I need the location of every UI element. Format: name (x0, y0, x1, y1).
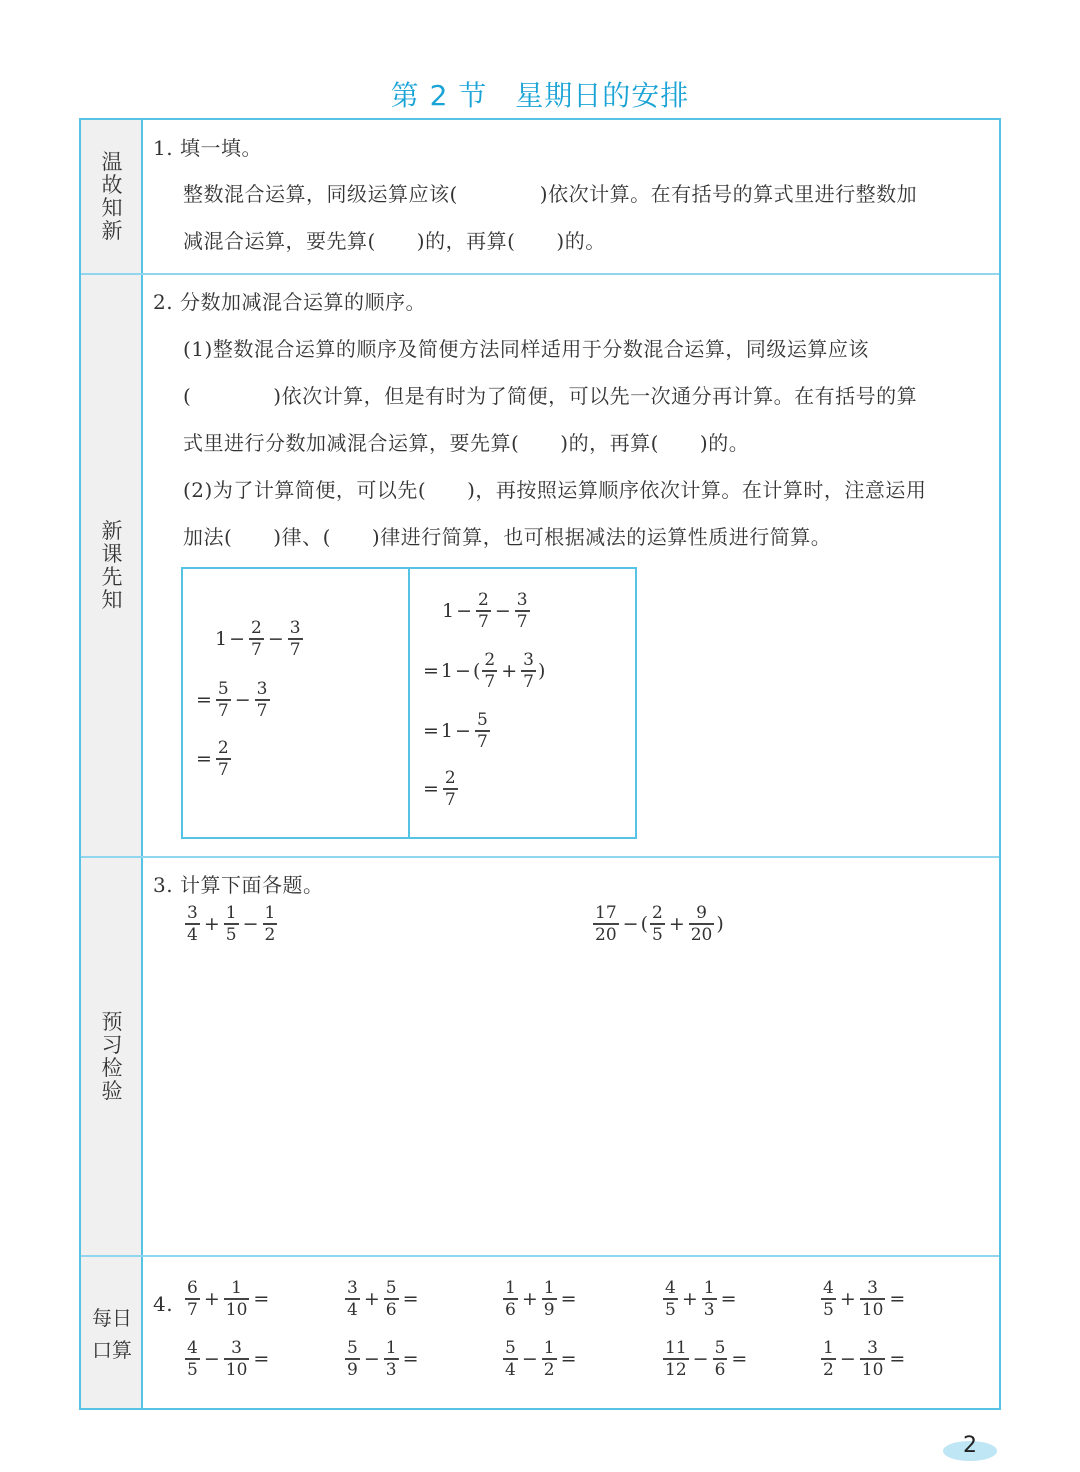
section-label-preview: 预 习 检 验 (101, 1009, 123, 1103)
operator: + (839, 1288, 856, 1311)
q3-title: 3. 计算下面各题。 (153, 873, 324, 897)
equals-sign: = (560, 1348, 577, 1371)
fraction: $\frac{3}{7}$ (516, 590, 528, 632)
page-title (0, 74, 1080, 114)
example1-step3: = $\frac{2}{7}$ (196, 738, 229, 780)
page-number: 2 (963, 1433, 977, 1458)
fraction: $\frac{1}{5}$ (225, 903, 237, 945)
equals-sign: = (402, 1288, 419, 1311)
q4-item (661, 1340, 749, 1379)
fraction: $\frac{4}{5}$ (187, 1338, 198, 1380)
operator: − (521, 1348, 538, 1371)
fraction: $\frac{3}{10}$ (861, 1338, 884, 1380)
operator: + (521, 1288, 538, 1311)
fraction: $\frac{5}{4}$ (505, 1338, 516, 1380)
q4-item (183, 1340, 271, 1379)
section-title: 星期日的安排 (515, 79, 690, 112)
equals-sign: = (889, 1348, 906, 1371)
q2-paragraph-line: (2)为了计算简便，可以先( )，再按照运算顺序依次计算。在计算时，注意运用 (183, 478, 927, 502)
fraction: $\frac{3}{7}$ (256, 679, 268, 721)
fraction: $\frac{2}{7}$ (444, 768, 456, 810)
equals-sign: = (253, 1288, 270, 1311)
q3-expression-1: $\frac{3}{4}$ + $\frac{1}{5}$ − $\frac{1}{2}$ (187, 903, 276, 945)
q3-expression-2: $\frac{17}{20}$ − ( $\frac{2}{5}$ + $\frac{9}{20}$ ) (595, 903, 724, 945)
q4-item (819, 1280, 907, 1319)
q4-item (501, 1340, 579, 1379)
fraction: $\frac{6}{7}$ (187, 1278, 198, 1320)
example2-step2: = 1 − ( $\frac{2}{7}$ + $\frac{3}{7}$ ) (423, 650, 546, 692)
operator: − (363, 1348, 380, 1371)
q4-number: 4. (153, 1292, 174, 1316)
page-number-badge (943, 1433, 997, 1463)
section-number: 第 2 节 (390, 79, 488, 112)
fraction: $\frac{1}{9}$ (543, 1278, 555, 1320)
section-label-daily: 每日 口算 (92, 1305, 132, 1362)
operator: + (681, 1288, 698, 1311)
fraction: $\frac{3}{10}$ (861, 1278, 884, 1320)
fraction: $\frac{4}{5}$ (823, 1278, 834, 1320)
fraction: $\frac{3}{7}$ (289, 618, 301, 660)
example1-step1: 1 − $\frac{2}{7}$ − $\frac{3}{7}$ (215, 618, 301, 660)
q2-paragraph-line: (1)整数混合运算的顺序及简便方法同样适用于分数混合运算，同级运算应该 (183, 337, 869, 361)
fraction: $\frac{5}{9}$ (347, 1338, 358, 1380)
fraction: $\frac{5}{6}$ (385, 1278, 397, 1320)
section-label-review: 温 故 知 新 (101, 149, 123, 243)
fraction: $\frac{3}{4}$ (347, 1278, 358, 1320)
fraction: $\frac{2}{5}$ (651, 903, 663, 945)
fraction: $\frac{1}{2}$ (543, 1338, 555, 1380)
fraction: $\frac{5}{6}$ (714, 1338, 726, 1380)
fraction: $\frac{3}{10}$ (225, 1338, 248, 1380)
equals-sign: = (560, 1288, 577, 1311)
operator: − (839, 1348, 856, 1371)
q2-paragraph-line: ( )依次计算，但是有时为了简便，可以先一次通分再计算。在有括号的算 (183, 384, 918, 408)
equals-sign: = (253, 1348, 270, 1371)
fraction: $\frac{3}{7}$ (523, 650, 534, 692)
example2-step3: = 1 − $\frac{5}{7}$ (423, 710, 488, 752)
equals-sign: = (720, 1288, 737, 1311)
fraction: $\frac{4}{5}$ (665, 1278, 676, 1320)
fraction: $\frac{5}{7}$ (476, 710, 488, 752)
q1-line: 整数混合运算，同级运算应该( )依次计算。在有括号的算式里进行整数加 (183, 182, 918, 206)
fraction: $\frac{9}{20}$ (690, 903, 713, 945)
q2-paragraph-line: 式里进行分数加减混合运算，要先算( )的，再算( )的。 (183, 431, 750, 455)
example2-step1: 1 − $\frac{2}{7}$ − $\frac{3}{7}$ (442, 590, 528, 632)
q4-item (183, 1280, 271, 1319)
q1-title: 1. 填一填。 (153, 136, 262, 160)
q4-item (343, 1280, 421, 1319)
equals-sign: = (731, 1348, 748, 1371)
q2-paragraph-line: 加法( )律、( )律进行简算，也可根据减法的运算性质进行简算。 (183, 525, 832, 549)
fraction: $\frac{5}{7}$ (217, 679, 229, 721)
fraction: $\frac{2}{7}$ (251, 618, 262, 660)
fraction: $\frac{2}{7}$ (478, 590, 489, 632)
operator: − (692, 1348, 709, 1371)
equals-sign: = (889, 1288, 906, 1311)
q1-line: 减混合运算，要先算( )的，再算( )的。 (183, 229, 606, 253)
operator: − (203, 1348, 220, 1371)
example1-step2: = $\frac{5}{7}$ − $\frac{3}{7}$ (196, 679, 268, 721)
fraction: $\frac{1}{3}$ (385, 1338, 397, 1380)
fraction: $\frac{1}{10}$ (225, 1278, 248, 1320)
q4-item (819, 1340, 907, 1379)
fraction: $\frac{17}{20}$ (595, 903, 617, 945)
q2-title: 2. 分数加减混合运算的顺序。 (153, 290, 426, 314)
operator: + (203, 1288, 220, 1311)
section-divider (81, 856, 999, 858)
example2-step4: = $\frac{2}{7}$ (423, 768, 456, 810)
fraction: $\frac{11}{12}$ (665, 1338, 687, 1380)
section-label-new-lesson: 新 课 先 知 (101, 518, 123, 612)
q4-item (343, 1340, 421, 1379)
fraction: $\frac{1}{3}$ (703, 1278, 715, 1320)
q4-item (501, 1280, 579, 1319)
fraction: $\frac{2}{7}$ (484, 650, 496, 692)
q4-item (661, 1280, 739, 1319)
section-divider (81, 1255, 999, 1257)
worksheet-frame (79, 118, 1001, 1410)
operator: + (363, 1288, 380, 1311)
equals-sign: = (402, 1348, 419, 1371)
fraction: $\frac{1}{6}$ (505, 1278, 516, 1320)
fraction: $\frac{3}{4}$ (187, 903, 198, 945)
fraction: $\frac{1}{2}$ (823, 1338, 834, 1380)
section-divider (81, 273, 999, 275)
fraction: $\frac{2}{7}$ (217, 738, 229, 780)
fraction: $\frac{1}{2}$ (264, 903, 276, 945)
